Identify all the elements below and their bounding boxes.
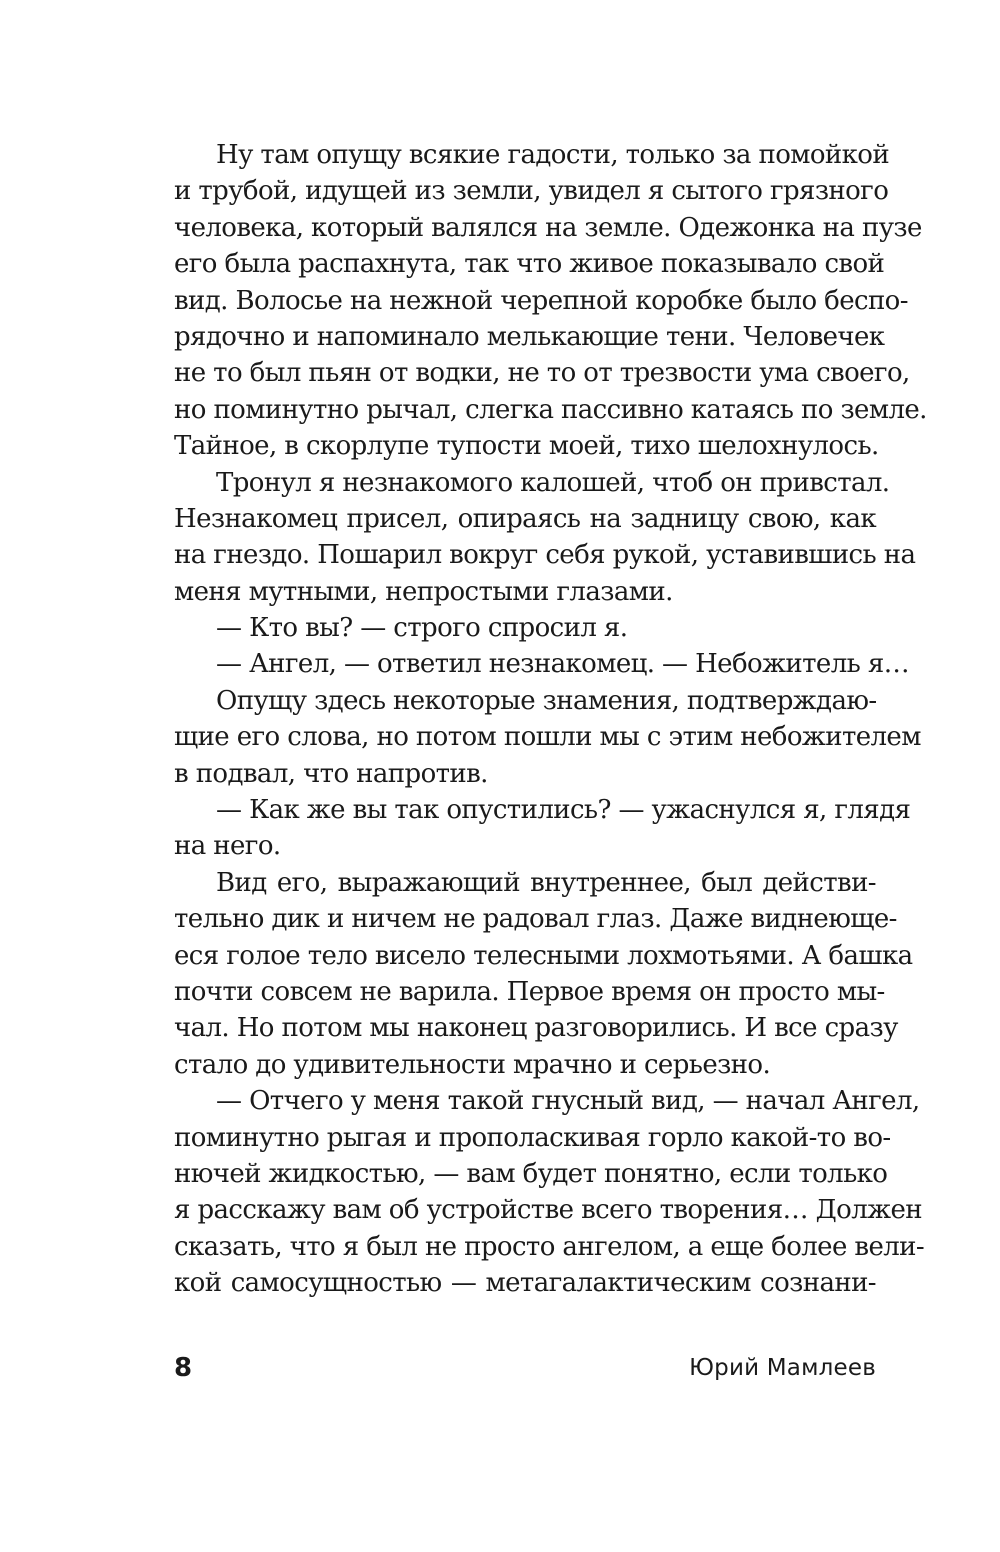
- text-line: Ну там опущу всякие гадости, только за помойкой: [216, 140, 890, 170]
- text-line: меня мутными, непростыми глазами.: [174, 576, 673, 607]
- body-text: [174, 137, 927, 1302]
- text-line: на гнездо. Пошарил вокруг себя рукой, уставившись на: [174, 540, 916, 571]
- text-line: Вид его, выражающий внутреннее, был действи-: [216, 867, 876, 898]
- text-line: на него.: [174, 831, 281, 862]
- text-line: поминутно рыгая и прополаскивая горло какой-то во-: [174, 1122, 891, 1153]
- text-line: еся голое тело висело телесными лохмотьями. А башка: [174, 940, 913, 971]
- text-line: сказать, что я был не просто ангелом, а еще более вели-: [174, 1231, 925, 1262]
- text-line: но поминутно рычал, слегка пассивно катаясь по земле.: [174, 394, 927, 425]
- text-line: Тайное, в скорлупе тупости моей, тихо шелохнулось.: [174, 431, 879, 462]
- text-line: — Кто вы? — строго спросил я.: [216, 613, 628, 644]
- text-line: — Ангел, — ответил незнакомец. — Небожитель я…: [216, 649, 910, 680]
- text-line: Незнакомец присел, опираясь на задницу свою, как: [174, 503, 876, 534]
- text-line: его была распахнута, так что живое показывало свой: [174, 249, 885, 280]
- text-line: Опущу здесь некоторые знамения, подтверждаю-: [216, 685, 877, 716]
- text-line: Тронул я незнакомого калошей, чтоб он привстал.: [216, 467, 890, 498]
- author-name: Юрий Мамлеев: [689, 1355, 876, 1381]
- text-line: нючей жидкостью, — вам будет понятно, если только: [174, 1158, 888, 1189]
- text-line: рядочно и напоминало мелькающие тени. Человечек: [174, 321, 885, 352]
- page-footer: [174, 1348, 876, 1388]
- text-line: чал. Но потом мы наконец разговорились. И все сразу: [174, 1013, 898, 1044]
- text-line: — Отчего у меня такой гнусный вид, — начал Ангел,: [216, 1086, 920, 1117]
- text-line: в подвал, что напротив.: [174, 758, 488, 789]
- page-number: 8: [174, 1353, 193, 1383]
- text-line: человека, который валялся на земле. Одежонка на пузе: [174, 212, 922, 243]
- text-line: я расскажу вам об устройстве всего творения… Должен: [174, 1195, 922, 1226]
- text-line: кой самосущностью — метагалактическим сознани-: [174, 1268, 876, 1299]
- text-line: не то был пьян от водки, не то от трезвости ума своего,: [174, 358, 910, 389]
- text-line: щие его слова, но потом пошли мы с этим небожителем: [174, 722, 921, 753]
- text-line: тельно дик и ничем не радовал глаз. Даже виднеюще-: [174, 904, 897, 935]
- text-line: — Как же вы так опустились? — ужаснулся я, глядя: [216, 795, 911, 826]
- text-line: стало до удивительности мрачно и серьезно.: [174, 1049, 771, 1080]
- text-line: вид. Волосье на нежной черепной коробке было беспо-: [174, 285, 908, 316]
- text-line: почти совсем не варила. Первое время он просто мы-: [174, 976, 885, 1007]
- text-line: и трубой, идущей из земли, увидел я сытого грязного: [174, 176, 889, 207]
